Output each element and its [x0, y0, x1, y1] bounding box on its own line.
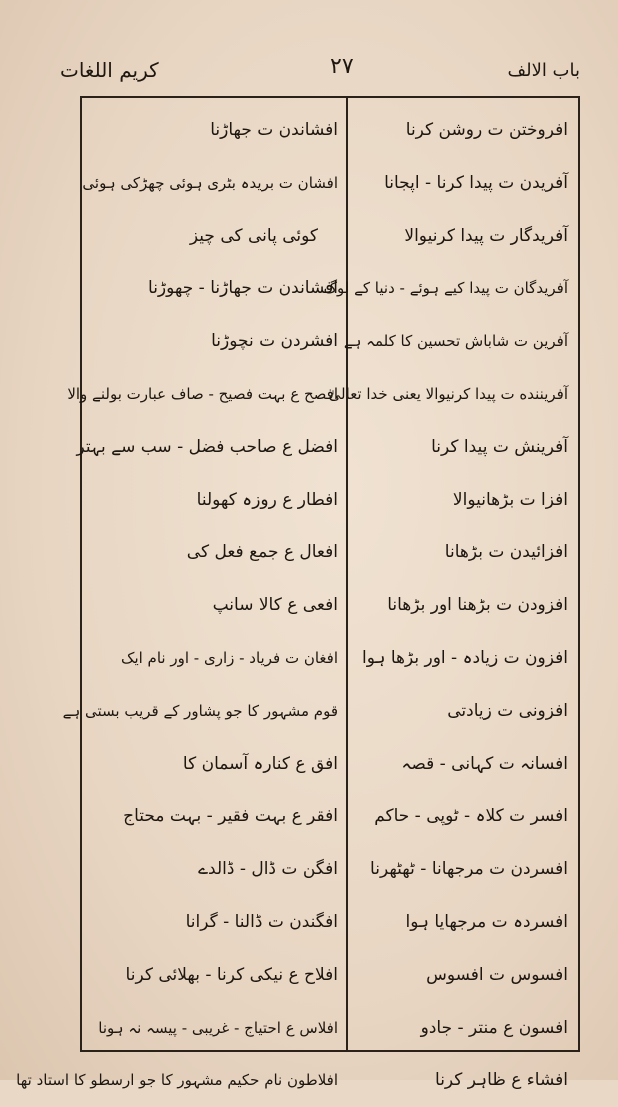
- entry: افلاس ع احتیاج - غریبی - پیسہ نہ ہونا: [98, 1018, 338, 1037]
- left-column: [16, 104, 344, 1107]
- entry: افلاطون نام حکیم مشہور کا جو ارسطو کا استاد تھا: [16, 1071, 338, 1090]
- entry: آفریدگار ت پیدا کرنیوالا: [404, 225, 568, 246]
- entry: آفریدن ت پیدا کرنا - اپجانا: [384, 172, 568, 193]
- page-number: ۲۷: [330, 54, 354, 79]
- entry: افلاح ع نیکی کرنا - بھلائی کرنا: [125, 964, 338, 985]
- entry: افشردن ت نچوڑنا: [211, 331, 338, 352]
- entry: افسوس ت افسوس: [426, 964, 568, 985]
- entry: افقر ع بہت فقیر - بہت محتاج: [123, 806, 338, 827]
- entry: افشاندن ت جھاڑنا: [210, 120, 338, 140]
- entry: افشان ت بریدہ بٹری ہوئی چھڑکی ہوئی: [82, 173, 338, 192]
- entry-continuation: کوئی پانی کی چیز: [189, 225, 318, 246]
- entry: افطار ع روزہ کھولنا: [196, 489, 338, 510]
- entry: افسانہ ت کہانی - قصہ: [401, 753, 568, 774]
- right-column: [323, 104, 574, 1107]
- entry: افعال ع جمع فعل کی: [186, 542, 338, 563]
- entry: افزونی ت زیادتی: [447, 700, 568, 721]
- entry: افروختن ت روشن کرنا: [405, 120, 568, 140]
- chapter-title: باب الالف: [507, 60, 580, 81]
- entry: افسردن ت مرجھانا - ٹھٹھرنا: [370, 859, 568, 880]
- page-header: [40, 52, 580, 94]
- entry: افزون ت زیادہ - اور بڑھا ہوا: [361, 647, 568, 668]
- entry: افزا ت بڑھانیوالا: [452, 489, 568, 510]
- book-title: کریم اللغات: [60, 58, 159, 82]
- entry: افصح ع بہت فصیح - صاف عبارت بولنے والا: [67, 384, 338, 403]
- entry: افگن ت ڈال - ڈالدے: [198, 859, 338, 880]
- entry: آفریدگان ت پیدا کیے ہوئے - دنیا کے لوگ: [323, 279, 568, 298]
- entry: آفرین ت شاباش تحسین کا کلمہ ہے: [343, 332, 568, 351]
- entry: افضل ع صاحب فضل - سب سے بہتر: [76, 436, 338, 457]
- entry: افعی ع کالا سانپ: [212, 595, 338, 616]
- entry: افزائیدن ت بڑھانا: [444, 542, 568, 563]
- entry: افشاندن ت جھاڑنا - چھوڑنا: [148, 278, 338, 299]
- entry: آفریننده ت پیدا کرنیوالا یعنی خدا تعالیٰ: [328, 384, 568, 403]
- entry: افق ع کنارہ آسمان کا: [182, 753, 338, 774]
- entry: افزودن ت بڑھنا اور بڑھانا: [387, 595, 568, 616]
- entry: افسر ت کلاہ - ٹوپی - حاکم: [374, 806, 568, 827]
- entry-continuation: قوم مشہور کا جو پشاور کے قریب بستی ہے: [62, 701, 338, 720]
- entry: افغان ت فریاد - زاری - اور نام ایک: [121, 648, 338, 667]
- entry: افسون ع منتر - جادو: [420, 1017, 568, 1038]
- entry: افگندن ت ڈالنا - گرانا: [185, 911, 338, 932]
- entry: آفرینش ت پیدا کرنا: [431, 436, 568, 457]
- entry: افسردہ ت مرجھایا ہوا: [405, 911, 568, 932]
- entry: افشاء ع ظاہر کرنا: [435, 1070, 568, 1091]
